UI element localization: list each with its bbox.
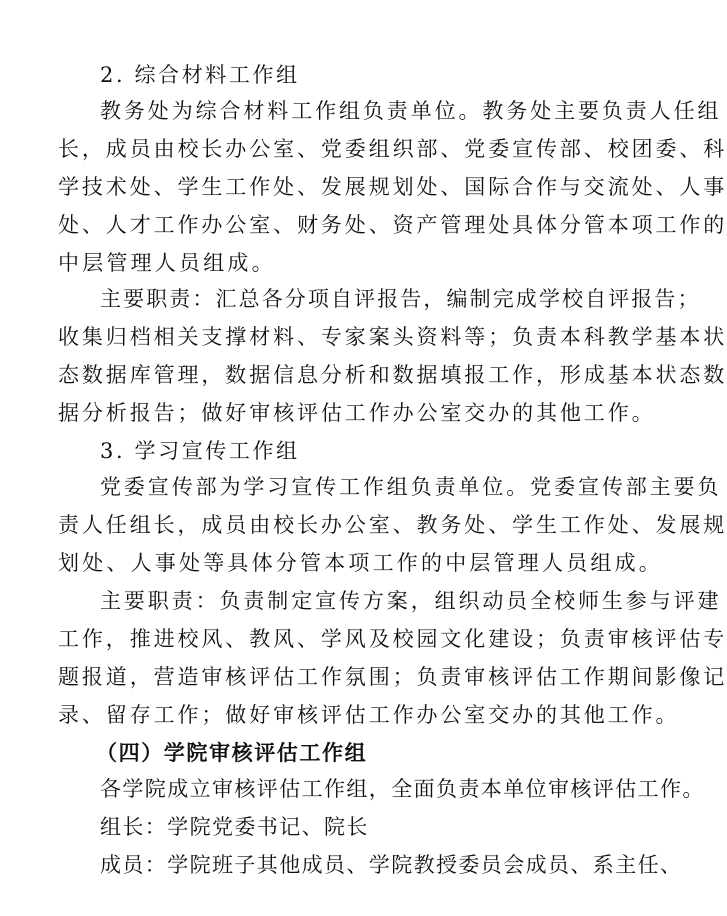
group-members-line: 成员：学院班子其他成员、学院教授委员会成员、系主任、 (100, 853, 683, 877)
group-leader-line: 组长：学院党委书记、院长 (100, 815, 369, 839)
paragraph-line: 中层管理人员组成。 (58, 251, 276, 275)
paragraph-line: 处、人才工作办公室、财务处、资产管理处具体分管本项工作的 (58, 213, 727, 237)
paragraph-line: 责人任组长，成员由校长办公室、教务处、学生工作处、发展规 (58, 513, 727, 537)
paragraph-line: 教务处为综合材料工作组负责单位。教务处主要负责人任组 (100, 99, 722, 123)
paragraph-line: 划处、人事处等具体分管本项工作的中层管理人员组成。 (58, 551, 663, 575)
subsection-3-heading: 3. 学习宣传工作组 (100, 439, 300, 463)
duties-line: 收集归档相关支撑材料、专家案头资料等；负责本科教学基本状 (58, 325, 727, 349)
paragraph-line: 各学院成立审核评估工作组，全面负责本单位审核评估工作。 (100, 777, 705, 801)
paragraph-line: 学技术处、学生工作处、发展规划处、国际合作与交流处、人事 (58, 175, 727, 199)
subsection-2-heading: 2. 综合材料工作组 (100, 63, 300, 87)
paragraph-line: 长，成员由校长办公室、党委组织部、党委宣传部、校团委、科 (58, 137, 727, 161)
duties-line: 录、留存工作；做好审核评估工作办公室交办的其他工作。 (58, 703, 680, 727)
duties-line: 主要职责：负责制定宣传方案，组织动员全校师生参与评建 (100, 589, 722, 613)
duties-line: 题报道，营造审核评估工作氛围；负责审核评估工作期间影像记 (58, 665, 727, 689)
duties-line: 主要职责：汇总各分项自评报告，编制完成学校自评报告； (100, 287, 701, 311)
section-4-heading: （四）学院审核评估工作组 (96, 741, 368, 765)
duties-line: 据分析报告；做好审核评估工作办公室交办的其他工作。 (58, 401, 656, 425)
duties-line: 态数据库管理，数据信息分析和数据填报工作，形成基本状态数 (58, 363, 727, 387)
duties-line: 工作，推进校风、教风、学风及校园文化建设；负责审核评估专 (58, 627, 727, 651)
paragraph-line: 党委宣传部为学习宣传工作组负责单位。党委宣传部主要负 (100, 475, 722, 499)
